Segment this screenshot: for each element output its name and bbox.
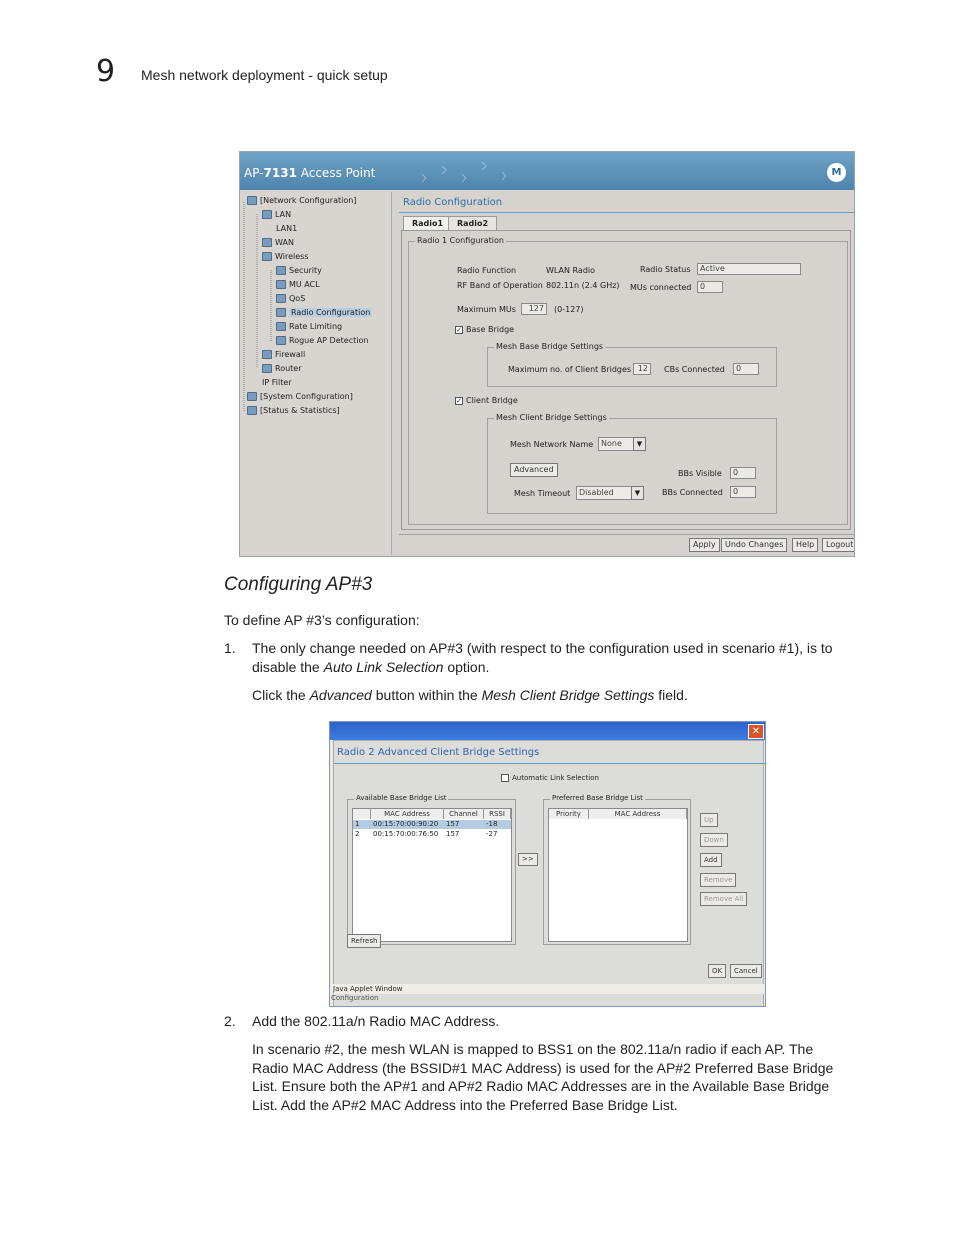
- wireless-icon: [262, 252, 272, 261]
- down-button[interactable]: Down: [700, 833, 728, 847]
- mesh-base-bridge-label: Mesh Base Bridge Settings: [496, 342, 604, 351]
- title-divider: [334, 763, 765, 764]
- remove-button[interactable]: Remove: [700, 873, 736, 887]
- mesh-base-bridge-group: [487, 342, 777, 387]
- refresh-button[interactable]: Refresh: [347, 934, 381, 948]
- step1-line1: The only change needed on AP#3 (with respect to the configuration used in scenario #1), is to: [252, 640, 833, 656]
- mesh-client-bridge-group: [487, 413, 777, 514]
- intro-text: To define AP #3’s configuration:: [224, 612, 420, 628]
- table-row[interactable]: 1 00:15:70:00:90:20 157 -18: [353, 820, 511, 829]
- radio1-configuration-label: Radio 1 Configuration: [417, 236, 504, 245]
- bbs-visible-field: 0: [730, 467, 756, 479]
- app-title: AP-7131 Access Point: [244, 166, 376, 180]
- dialog-titlebar: [330, 722, 766, 740]
- close-icon[interactable]: ✕: [748, 724, 764, 739]
- rogue-ap-icon: [276, 336, 286, 345]
- tree-lines: [240, 192, 392, 422]
- tab-radio1[interactable]: Radio1: [403, 216, 452, 230]
- dialog-title: Radio 2 Advanced Client Bridge Settings: [337, 747, 540, 758]
- tree-mu-acl[interactable]: MU ACL: [276, 280, 320, 289]
- add-button[interactable]: Add: [700, 853, 722, 867]
- automatic-link-selection-label: Automatic Link Selection: [512, 774, 599, 782]
- statistics-icon: [247, 406, 257, 415]
- table-header-channel: Channel: [444, 809, 484, 819]
- maximum-mus-range: (0-127): [554, 305, 584, 314]
- section-heading: Configuring AP#3: [224, 574, 373, 595]
- advanced-button[interactable]: Advanced: [510, 463, 558, 477]
- rate-limiting-icon: [276, 322, 286, 331]
- mesh-client-bridge-label: Mesh Client Bridge Settings: [496, 413, 607, 422]
- tree-rogue-ap-detection[interactable]: Rogue AP Detection: [276, 336, 368, 345]
- move-to-preferred-button[interactable]: >>: [518, 853, 538, 866]
- preferred-base-bridge-label: Preferred Base Bridge List: [552, 794, 643, 802]
- cancel-button[interactable]: Cancel: [730, 964, 762, 978]
- step2-para-line1: In scenario #2, the mesh WLAN is mapped to BSS1 on the 802.11a/n radio if each AP. The: [252, 1041, 814, 1057]
- radio-status-label: Radio Status: [640, 265, 691, 274]
- network-icon: [247, 196, 257, 205]
- lan-icon: [262, 210, 272, 219]
- header-decoration-icon: [420, 160, 510, 184]
- base-bridge-label: Base Bridge: [466, 325, 515, 334]
- mesh-timeout-label: Mesh Timeout: [514, 489, 571, 498]
- rf-band-value: 802.11n (2.4 GHz): [546, 281, 620, 290]
- step1-number: 1.: [224, 640, 236, 656]
- radio-configuration-panel: [399, 192, 855, 556]
- tree-ip-filter[interactable]: IP Filter: [262, 378, 292, 387]
- tree-lan[interactable]: LAN: [262, 210, 291, 219]
- navigation-tree: [240, 192, 392, 554]
- tree-security[interactable]: Security: [276, 266, 322, 275]
- radio-status-field: Active: [697, 263, 801, 275]
- radio1-configuration-group: [408, 236, 848, 525]
- client-bridge-checkbox[interactable]: ✓: [456, 397, 462, 405]
- remove-all-button[interactable]: Remove All: [700, 892, 747, 906]
- table-header-priority: Priority: [549, 809, 589, 819]
- system-icon: [247, 392, 257, 401]
- radio-configuration-screenshot: [239, 151, 855, 557]
- preferred-base-bridge-group: [543, 794, 691, 945]
- step1-click-text: Click the Advanced button within the Mesh Client Bridge Settings field.: [252, 687, 688, 703]
- maximum-mus-label: Maximum MUs: [457, 305, 516, 314]
- advanced-client-bridge-dialog-screenshot: [329, 721, 766, 1007]
- tree-status-statistics[interactable]: [Status & Statistics]: [247, 406, 340, 415]
- tree-wireless[interactable]: Wireless: [262, 252, 308, 261]
- underlying-window-label: Configuration: [331, 994, 379, 1002]
- chevron-down-icon[interactable]: ▼: [633, 437, 646, 451]
- action-bar: [399, 534, 855, 556]
- max-client-bridges-label: Maximum no. of Client Bridges: [508, 365, 632, 374]
- step2-para-line3: List. Ensure both the AP#1 and AP#2 Radio MAC Addresses are in the Available Base Bridge: [252, 1078, 830, 1094]
- mesh-timeout-select[interactable]: Disabled: [576, 486, 632, 500]
- tree-system-configuration[interactable]: [System Configuration]: [247, 392, 353, 401]
- cbs-connected-field: 0: [733, 363, 759, 375]
- radio-function-value: WLAN Radio: [546, 266, 596, 275]
- mu-acl-icon: [276, 280, 286, 289]
- step2-para-line4: List. Add the AP#2 MAC Address into the Preferred Base Bridge List.: [252, 1097, 678, 1113]
- up-button[interactable]: Up: [700, 813, 718, 827]
- tree-radio-configuration[interactable]: Radio Configuration: [276, 308, 372, 317]
- chevron-down-icon[interactable]: ▼: [631, 486, 644, 500]
- wan-icon: [262, 238, 272, 247]
- table-row[interactable]: 2 00:15:70:00:76:50 157 -27: [355, 830, 498, 838]
- logout-button[interactable]: Logout: [822, 538, 855, 552]
- router-icon: [262, 364, 272, 373]
- tree-qos[interactable]: QoS: [276, 294, 305, 303]
- radio1-tab-panel: [401, 230, 851, 530]
- available-base-bridge-label: Available Base Bridge List: [356, 794, 447, 802]
- cbs-connected-label: CBs Connected: [664, 365, 725, 374]
- preferred-base-bridge-table[interactable]: [548, 808, 688, 942]
- table-header-mac: MAC Address: [589, 809, 687, 819]
- app-header: [240, 152, 855, 190]
- bbs-connected-label: BBs Connected: [662, 488, 723, 497]
- tree-rate-limiting[interactable]: Rate Limiting: [276, 322, 342, 331]
- ok-button[interactable]: OK: [708, 964, 726, 978]
- help-button[interactable]: Help: [792, 538, 818, 552]
- bbs-visible-label: BBs Visible: [678, 469, 722, 478]
- mesh-network-name-select[interactable]: None: [598, 437, 634, 451]
- firewall-icon: [262, 350, 272, 359]
- bbs-connected-field: 0: [730, 486, 756, 498]
- table-header-rssi: RSSI: [484, 809, 511, 819]
- step2-text: Add the 802.11a/n Radio MAC Address.: [252, 1013, 500, 1029]
- qos-icon: [276, 294, 286, 303]
- available-base-bridge-group: [347, 794, 516, 945]
- tree-network-configuration[interactable]: [Network Configuration]: [247, 196, 356, 205]
- chapter-number: 9: [96, 54, 116, 89]
- dialog-body: [333, 740, 764, 1007]
- radio-icon: [276, 308, 286, 317]
- motorola-logo-icon: M: [827, 163, 846, 182]
- step1-line2: disable the Auto Link Selection option.: [252, 659, 490, 675]
- security-icon: [276, 266, 286, 275]
- maximum-mus-input[interactable]: 127: [521, 303, 547, 315]
- tree-lan1[interactable]: LAN1: [276, 224, 298, 233]
- table-header-index: [353, 809, 371, 819]
- base-bridge-checkbox[interactable]: ✓: [456, 326, 462, 334]
- panel-title: Radio Configuration: [403, 197, 503, 208]
- tree-wan[interactable]: WAN: [262, 238, 294, 247]
- step2-para-line2: Radio MAC Address (the BSSID#1 MAC Address) is used for the AP#2 Preferred Base Bridge: [252, 1060, 834, 1076]
- max-client-bridges-input[interactable]: 12: [633, 363, 651, 375]
- title-divider: [399, 212, 855, 213]
- tree-firewall[interactable]: Firewall: [262, 350, 305, 359]
- mesh-network-name-label: Mesh Network Name: [510, 440, 594, 449]
- step2-number: 2.: [224, 1013, 236, 1029]
- radio-function-label: Radio Function: [457, 266, 517, 275]
- chapter-title: Mesh network deployment - quick setup: [141, 67, 388, 83]
- client-bridge-label: Client Bridge: [466, 396, 518, 405]
- undo-changes-button[interactable]: Undo Changes: [721, 538, 787, 552]
- automatic-link-selection-checkbox[interactable]: [501, 774, 509, 782]
- table-header-mac: MAC Address: [371, 809, 444, 819]
- available-base-bridge-table[interactable]: [352, 808, 512, 942]
- tab-radio2[interactable]: Radio2: [448, 216, 497, 230]
- mus-connected-label: MUs connected: [630, 283, 692, 292]
- apply-button[interactable]: Apply: [689, 538, 720, 552]
- java-applet-status: Java Applet Window: [330, 984, 766, 994]
- mus-connected-field: 0: [697, 281, 723, 293]
- tree-router[interactable]: Router: [262, 364, 302, 373]
- rf-band-label: RF Band of Operation: [457, 281, 543, 290]
